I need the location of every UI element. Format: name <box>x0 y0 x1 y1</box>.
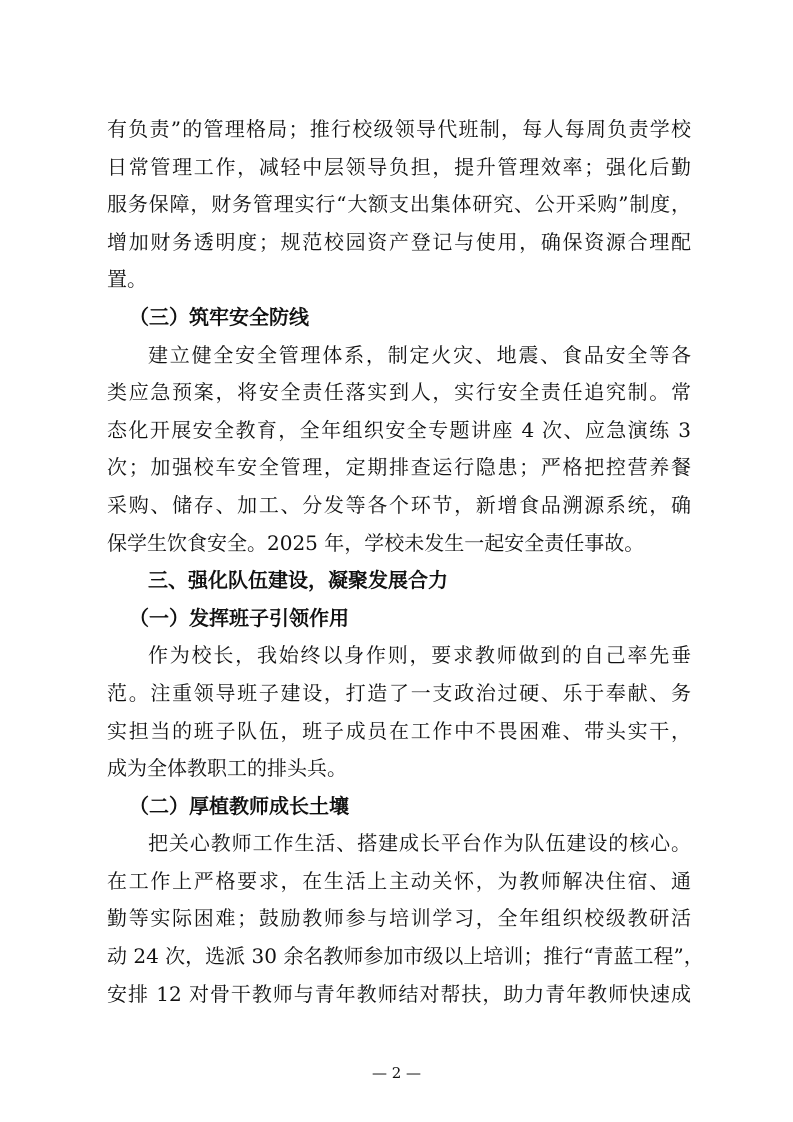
text-line: 次；加强校车安全管理，定期排查运行隐患；严格把控营养餐 <box>107 455 691 480</box>
text-line: 把关心教师工作生活、搭建成长平台作为队伍建设的核心。 <box>148 831 691 856</box>
text-line: 类应急预案，将安全责任落实到人，实行安全责任追究制。常 <box>107 380 691 405</box>
text-line: 范。注重领导班子建设，打造了一支政治过硬、乐于奉献、务 <box>107 680 691 705</box>
paragraph <box>107 825 704 1013</box>
paragraph <box>107 111 691 299</box>
text-line: 增加财务透明度；规范校园资产登记与使用，确保资源合理配 <box>107 229 691 254</box>
text-line: 在工作上严格要求，在生活上主动关怀，为教师解决住宿、通 <box>107 868 691 893</box>
text-line: 成为全体教职工的排头兵。 <box>107 756 347 781</box>
text-line: 有负责”的管理格局；推行校级领导代班制，每人每周负责学校 <box>107 117 691 141</box>
text-line: 建立健全安全管理体系，制定火灾、地震、食品安全等各 <box>148 342 691 367</box>
text-line: 日常管理工作，减轻中层领导负担，提升管理效率；强化后勤 <box>107 154 691 179</box>
subheading-teachers: （二）厚植教师成长土壤 <box>129 793 349 818</box>
paragraph <box>107 337 691 563</box>
subheading-safety: （三）筑牢安全防线 <box>129 304 309 329</box>
paragraph <box>107 637 691 787</box>
document-body <box>107 111 704 1013</box>
text-line: 保学生饮食安全。2025 年，学校未发生一起安全责任事故。 <box>107 530 645 555</box>
page-number: — 2 — <box>371 1064 422 1082</box>
section-heading: 三、强化队伍建设，凝聚发展合力 <box>148 568 448 593</box>
text-line: 勤等实际困难；鼓励教师参与培训学习，全年组织校级教研活 <box>107 906 691 931</box>
text-line: 服务保障，财务管理实行“大额支出集体研究、公开采购”制度， <box>107 192 691 217</box>
text-line: 实担当的班子队伍，班子成员在工作中不畏困难、带头实干， <box>107 718 691 743</box>
text-line: 采购、储存、加工、分发等各个环节，新增食品溯源系统，确 <box>107 492 691 517</box>
text-line: 置。 <box>107 267 147 292</box>
text-line: 态化开展安全教育，全年组织安全专题讲座 4 次、应急演练 3 <box>107 417 691 442</box>
text-line: 动 24 次，选派 30 余名教师参加市级以上培训；推行“青蓝工程”， <box>107 944 704 969</box>
text-line: 作为校长，我始终以身作则，要求教师做到的自己率先垂 <box>148 643 691 668</box>
text-line: 安排 12 对骨干教师与青年教师结对帮扶，助力青年教师快速成 <box>107 981 691 1006</box>
subheading-leadership: （一）发挥班子引领作用 <box>129 605 349 630</box>
